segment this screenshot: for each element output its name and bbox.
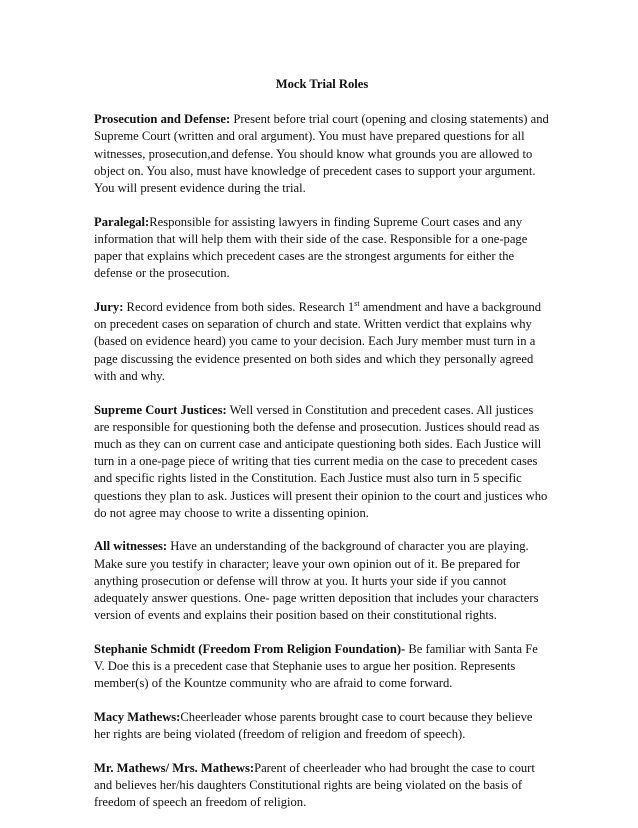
section-label: Macy Mathews:: [94, 710, 181, 725]
document-page: [94, 76, 550, 828]
section-text: Record evidence from both sides. Research 1: [123, 300, 355, 315]
section-text: Present before trial court (opening and closing statements) and Supreme Court (written and oral argument). You must have prepared questions for all witnesses, prosecution,and defense. You should know what grounds you are allowed to object on. You also, must have knowledge of precedent cases to support your argument. You will present evidence during the trial.: [94, 112, 549, 196]
section-label: Paralegal:: [94, 214, 150, 229]
section-text: Well versed in Constitution and precedent cases. All justices are responsible for questioning both the defense and prosecution. Justices should read as much as they can on current case and anticipate questioning both sides. Each Justice will turn in a one-page piece of writing that ties current media on the case to precedent cases and specific rights listed in the Constitution. Each Justice must also turn in 5 specific questions they plan to ask. Justices will present their opinion to the court and justices who do not agree may choose to write a dissenting opinion.: [94, 402, 548, 520]
section-text: Be familiar with Santa Fe V. Doe this is a precedent case that Stephanie uses to argue her position. Represents member(s) of the Kountze community who are afraid to come forward.: [94, 641, 538, 691]
section-jury: [94, 299, 550, 385]
section-text-continued: amendment and have a background on precedent cases on separation of church and state. Written verdict that explains why (based on evidence heard) you came to your decision. Each Jury member must turn in a page discussing the evidence presented on both sides and which they personally agreed with and why.: [94, 300, 542, 383]
section-text: Have an understanding of the background of character you are playing. Make sure you testify in character; leave your own opinion out of it. Be prepared for anything prosecution or defense will throw at you. It hurts your side if you cannot adequately answer questions. One- page written deposition that includes your characters version of events and explains their position based on their constitutional rights.: [94, 539, 539, 623]
ordinal-superscript: st: [354, 298, 360, 308]
section-label: Prosecution and Defense:: [94, 112, 231, 127]
section-mr-mrs-mathews: [94, 760, 550, 812]
section-label: Jury:: [94, 300, 124, 315]
document-title: Mock Trial Roles: [275, 77, 369, 91]
section-macy-mathews: [94, 709, 550, 743]
section-text: Parent of cheerleader who had brought the case to court and believes her/his daughters Constitutional rights are being violated on the basis of freedom of speech an freedom of religion.: [94, 761, 535, 810]
section-stephanie-schmidt: [94, 641, 550, 693]
section-label: Stephanie Schmidt (Freedom From Religion Foundation)-: [94, 641, 406, 656]
section-text: Responsible for assisting lawyers in finding Supreme Court cases and any information that will help them with their side of the case. Responsible for a one-page paper that explains which precedent cases are the strongest arguments for either the defense or the prosecution.: [94, 214, 528, 281]
section-prosecution-defense: [94, 111, 550, 197]
section-label: Mr. Mathews/ Mrs. Mathews:: [94, 761, 255, 775]
section-all-witnesses: [94, 538, 550, 624]
section-paralegal: [94, 214, 550, 283]
section-label: All witnesses:: [94, 539, 168, 554]
section-text: Cheerleader whose parents brought case to court because they believe her rights are being violated (freedom of religion and freedom of speech).: [94, 710, 533, 742]
section-label: Supreme Court Justices:: [94, 402, 227, 417]
section-supreme-court-justices: [94, 402, 550, 522]
